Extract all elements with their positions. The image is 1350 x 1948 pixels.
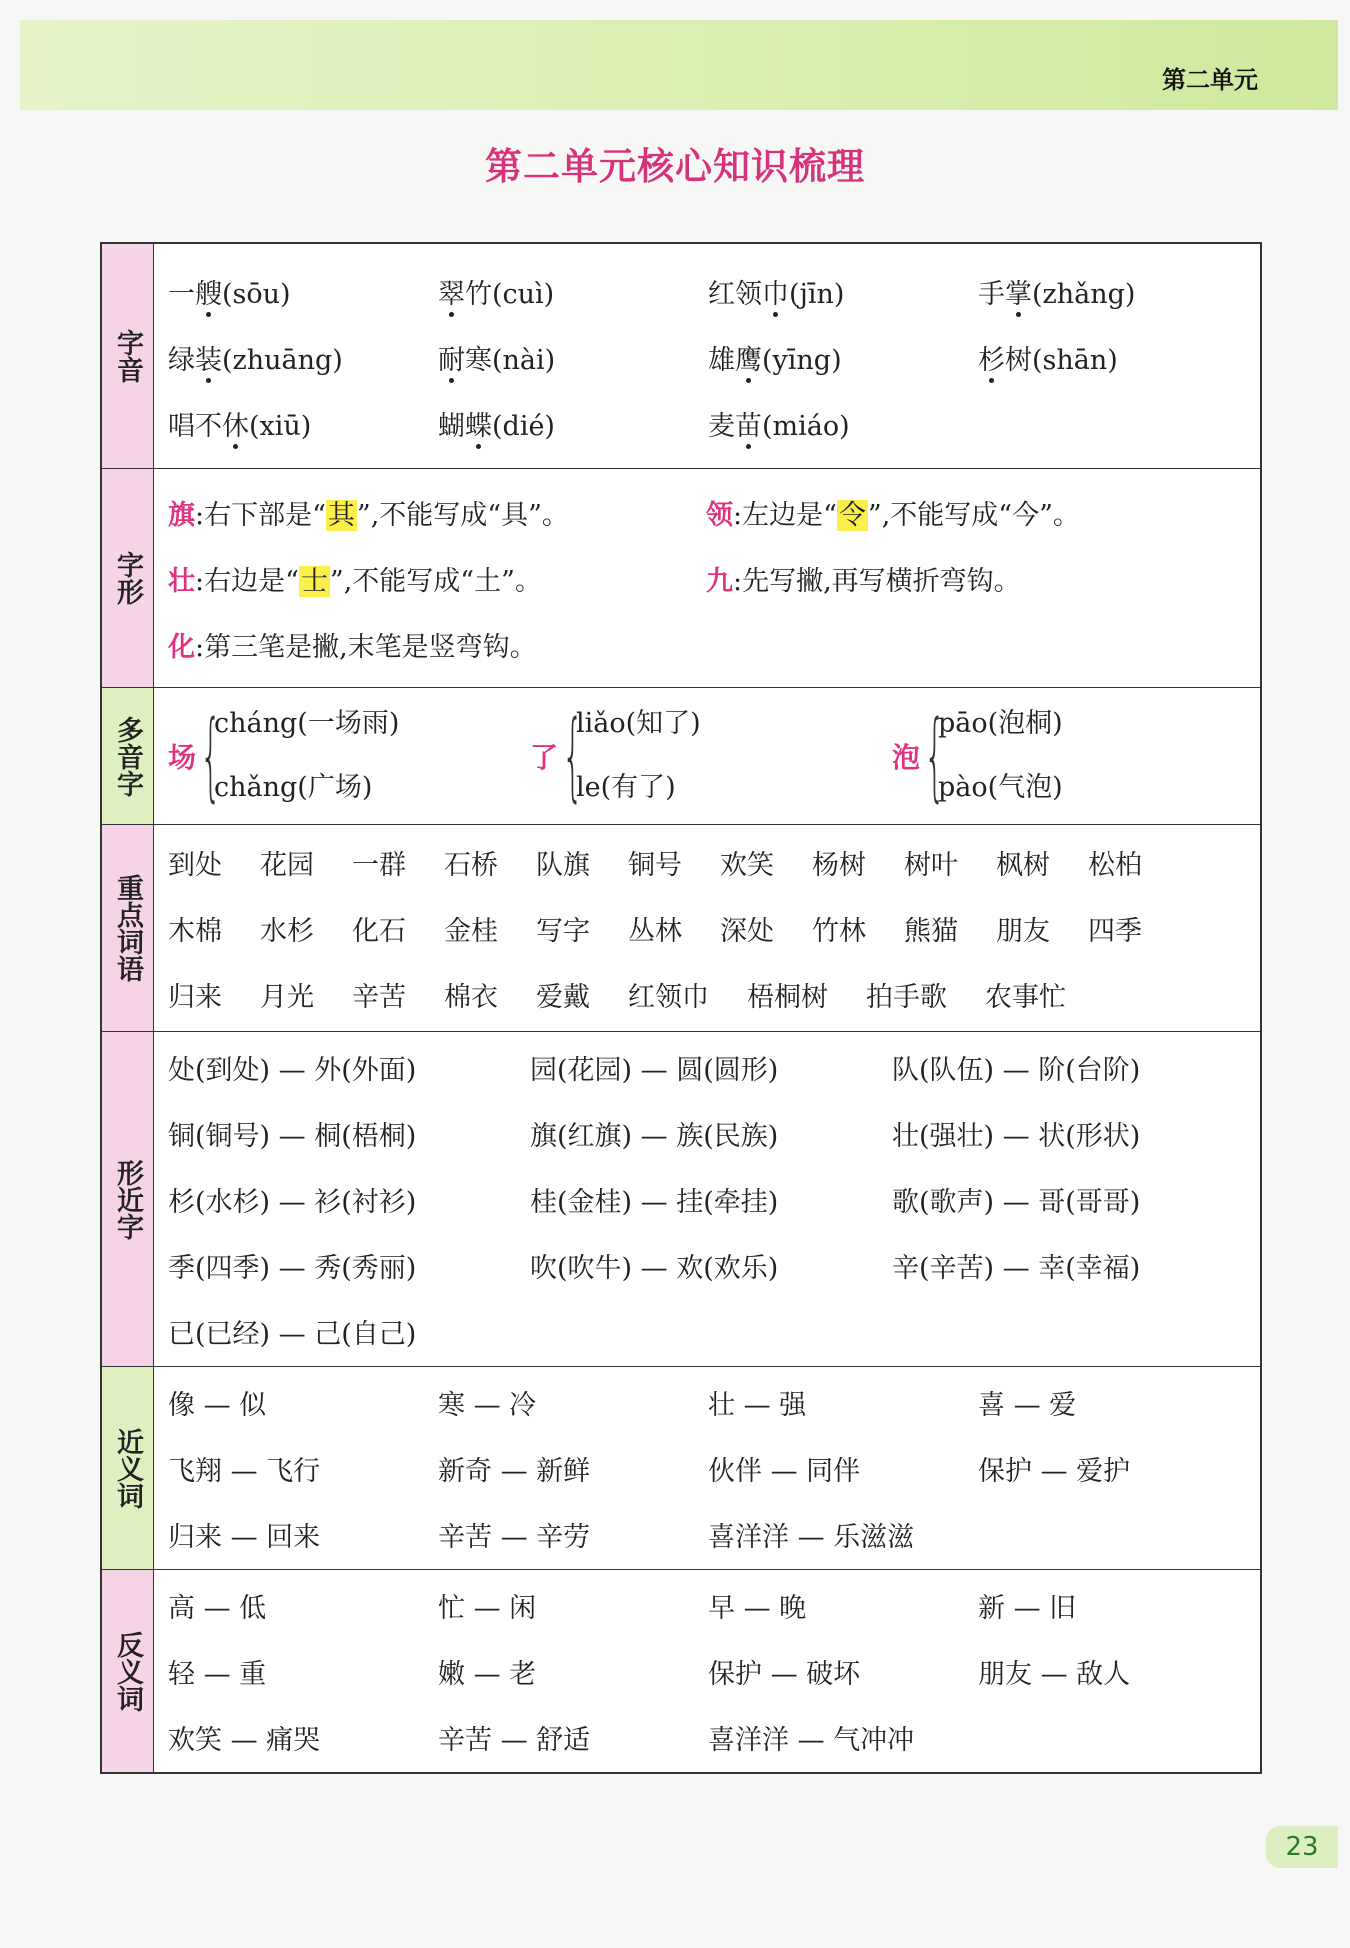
word-item: 枫树 <box>996 849 1050 881</box>
word-item: 水杉 <box>260 915 314 947</box>
section-label: 多音字 <box>102 688 154 824</box>
word-item: 深处 <box>720 915 774 947</box>
zixing-content <box>154 469 1260 687</box>
word-item: 松柏 <box>1088 849 1142 881</box>
unit-label: 第二单元 <box>1162 66 1258 94</box>
jinyi-item: 喜 — 爱 <box>978 1389 1077 1421</box>
ziyin-item: 红领巾(jīn) <box>708 278 845 310</box>
polyphone-reading: le(有了) <box>576 772 676 803</box>
polyphone-char: 了 <box>530 741 559 774</box>
xingjin-item: 辛(辛苦) — 幸(幸福) <box>892 1252 1141 1284</box>
jinyi-item: 寒 — 冷 <box>438 1389 537 1421</box>
xingjin-row <box>168 1034 1254 1100</box>
page-number: 23 <box>1266 1826 1338 1868</box>
polyphone-item <box>892 692 1254 820</box>
zixing-row <box>168 611 1246 677</box>
word-item: 金桂 <box>444 915 498 947</box>
word-item: 石桥 <box>444 849 498 881</box>
fanyi-row <box>168 1572 1248 1638</box>
word-item: 丛林 <box>628 915 682 947</box>
polyphone-item <box>530 692 892 820</box>
word-item: 月光 <box>260 981 314 1013</box>
word-item: 拍手歌 <box>866 981 947 1013</box>
word-item: 队旗 <box>536 849 590 881</box>
jinyi-row <box>168 1501 1248 1567</box>
xingjin-item: 已(已经) — 己(自己) <box>168 1318 417 1350</box>
section-label: 近义词 <box>102 1367 154 1569</box>
ciyu-row <box>168 829 1246 895</box>
xingjin-item: 吹(吹牛) — 欢(欢乐) <box>530 1252 779 1284</box>
section-label: 字音 <box>102 244 154 468</box>
jinyi-item: 喜洋洋 — 乐滋滋 <box>708 1521 915 1553</box>
jinyi-item: 辛苦 — 辛劳 <box>438 1521 591 1553</box>
section-jinyi <box>102 1366 1260 1569</box>
word-item: 辛苦 <box>352 981 406 1013</box>
zixing-item: 领:左边是“令”,不能写成“今”。 <box>706 499 1080 531</box>
section-zixing <box>102 468 1260 687</box>
ziyin-item: 杉树(shān) <box>978 344 1118 376</box>
fanyi-item: 欢笑 — 痛哭 <box>168 1724 321 1756</box>
brace-icon: { <box>562 700 584 812</box>
word-item: 竹林 <box>812 915 866 947</box>
xingjin-row <box>168 1232 1254 1298</box>
word-item: 四季 <box>1088 915 1142 947</box>
ziyin-item: 一艘(sōu) <box>168 278 291 310</box>
fanyi-item: 保护 — 破坏 <box>708 1658 861 1690</box>
word-item: 一群 <box>352 849 406 881</box>
word-item: 木棉 <box>168 915 222 947</box>
fanyi-item: 轻 — 重 <box>168 1658 267 1690</box>
fanyi-item: 嫩 — 老 <box>438 1658 537 1690</box>
ciyu-content <box>154 825 1260 1031</box>
word-item: 梧桐树 <box>747 981 828 1013</box>
zixing-item: 旗:右下部是“其”,不能写成“具”。 <box>168 499 569 531</box>
section-label: 反义词 <box>102 1570 154 1772</box>
ziyin-item: 翠竹(cuì) <box>438 278 555 310</box>
word-item: 铜号 <box>628 849 682 881</box>
brace-icon: { <box>924 700 946 812</box>
fanyi-row <box>168 1638 1248 1704</box>
word-item: 化石 <box>352 915 406 947</box>
xingjin-content <box>154 1032 1268 1366</box>
section-ziyin <box>102 244 1260 468</box>
ziyin-row <box>168 324 1248 390</box>
ziyin-item: 耐寒(nài) <box>438 344 556 376</box>
zixing-item: 九:先写撇,再写横折弯钩。 <box>706 565 1021 597</box>
zixing-item: 化:第三笔是撇,末笔是竖弯钩。 <box>168 631 537 663</box>
duoyin-content <box>154 688 1268 824</box>
xingjin-item: 季(四季) — 秀(秀丽) <box>168 1252 417 1284</box>
xingjin-item: 处(到处) — 外(外面) <box>168 1054 417 1086</box>
ziyin-item: 麦苗(miáo) <box>708 410 850 442</box>
word-item: 树叶 <box>904 849 958 881</box>
fanyi-item: 朋友 — 敌人 <box>978 1658 1131 1690</box>
xingjin-row <box>168 1298 1254 1364</box>
jinyi-item: 壮 — 强 <box>708 1389 807 1421</box>
polyphone-reading: chǎng(广场) <box>214 772 373 803</box>
ziyin-item: 唱不休(xiū) <box>168 410 312 442</box>
knowledge-table <box>100 242 1262 1774</box>
xingjin-item: 队(队伍) — 阶(台阶) <box>892 1054 1141 1086</box>
ziyin-item: 雄鹰(yīng) <box>708 344 842 376</box>
xingjin-item: 园(花园) — 圆(圆形) <box>530 1054 779 1086</box>
ziyin-item: 蝴蝶(dié) <box>438 410 555 442</box>
xingjin-item: 桂(金桂) — 挂(牵挂) <box>530 1186 779 1218</box>
xingjin-row <box>168 1166 1254 1232</box>
polyphone-reading: pào(气泡) <box>938 772 1063 803</box>
jinyi-item: 保护 — 爱护 <box>978 1455 1131 1487</box>
zixing-row <box>168 545 1246 611</box>
word-item: 归来 <box>168 981 222 1013</box>
jinyi-item: 飞翔 — 飞行 <box>168 1455 321 1487</box>
xingjin-item: 歌(歌声) — 哥(哥哥) <box>892 1186 1141 1218</box>
ziyin-item: 绿装(zhuāng) <box>168 344 343 376</box>
xingjin-item: 杉(水杉) — 衫(衬衫) <box>168 1186 417 1218</box>
page-title: 第二单元核心知识梳理 <box>485 145 865 188</box>
fanyi-item: 早 — 晚 <box>708 1592 807 1624</box>
xingjin-item: 旗(红旗) — 族(民族) <box>530 1120 779 1152</box>
fanyi-item: 辛苦 — 舒适 <box>438 1724 591 1756</box>
ziyin-row <box>168 390 1248 456</box>
word-item: 爱戴 <box>536 981 590 1013</box>
word-item: 欢笑 <box>720 849 774 881</box>
ziyin-row <box>168 258 1248 324</box>
section-duoyin <box>102 687 1260 824</box>
jinyi-item: 像 — 似 <box>168 1389 267 1421</box>
section-xingjin <box>102 1031 1260 1366</box>
xingjin-item: 铜(铜号) — 桐(梧桐) <box>168 1120 417 1152</box>
polyphone-item <box>168 692 530 820</box>
duoyin-row <box>168 688 1254 824</box>
zixing-item: 壮:右边是“士”,不能写成“土”。 <box>168 565 542 597</box>
fanyi-item: 新 — 旧 <box>978 1592 1077 1624</box>
polyphone-reading: pāo(泡桐) <box>938 708 1063 739</box>
word-item: 红领巾 <box>628 981 709 1013</box>
polyphone-reading: cháng(一场雨) <box>214 708 400 739</box>
fanyi-item: 忙 — 闲 <box>438 1592 537 1624</box>
section-ciyu <box>102 824 1260 1031</box>
ciyu-row <box>168 895 1246 961</box>
jinyi-row <box>168 1369 1248 1435</box>
fanyi-row <box>168 1704 1248 1770</box>
section-label: 字形 <box>102 469 154 687</box>
jinyi-item: 归来 — 回来 <box>168 1521 321 1553</box>
jinyi-row <box>168 1435 1248 1501</box>
word-item: 朋友 <box>996 915 1050 947</box>
jinyi-content <box>154 1367 1262 1569</box>
section-label: 形近字 <box>102 1032 154 1366</box>
fanyi-item: 喜洋洋 — 气冲冲 <box>708 1724 915 1756</box>
word-item: 熊猫 <box>904 915 958 947</box>
word-item: 棉衣 <box>444 981 498 1013</box>
jinyi-item: 新奇 — 新鲜 <box>438 1455 591 1487</box>
word-item: 杨树 <box>812 849 866 881</box>
fanyi-content <box>154 1570 1262 1772</box>
polyphone-reading: liǎo(知了) <box>576 708 701 739</box>
ziyin-content <box>154 244 1262 468</box>
header-band <box>20 20 1338 110</box>
word-item: 写字 <box>536 915 590 947</box>
section-fanyi <box>102 1569 1260 1772</box>
fanyi-item: 高 — 低 <box>168 1592 267 1624</box>
brace-icon: { <box>200 700 222 812</box>
word-item: 到处 <box>168 849 222 881</box>
jinyi-item: 伙伴 — 同伴 <box>708 1455 861 1487</box>
xingjin-item: 壮(强壮) — 状(形状) <box>892 1120 1141 1152</box>
polyphone-char: 泡 <box>892 741 921 774</box>
ziyin-item: 手掌(zhǎng) <box>978 278 1136 310</box>
word-item: 花园 <box>260 849 314 881</box>
section-label: 重点词语 <box>102 825 154 1031</box>
zixing-row <box>168 479 1246 545</box>
word-item: 农事忙 <box>985 981 1066 1013</box>
xingjin-row <box>168 1100 1254 1166</box>
ciyu-row <box>168 961 1246 1027</box>
polyphone-char: 场 <box>168 741 197 774</box>
